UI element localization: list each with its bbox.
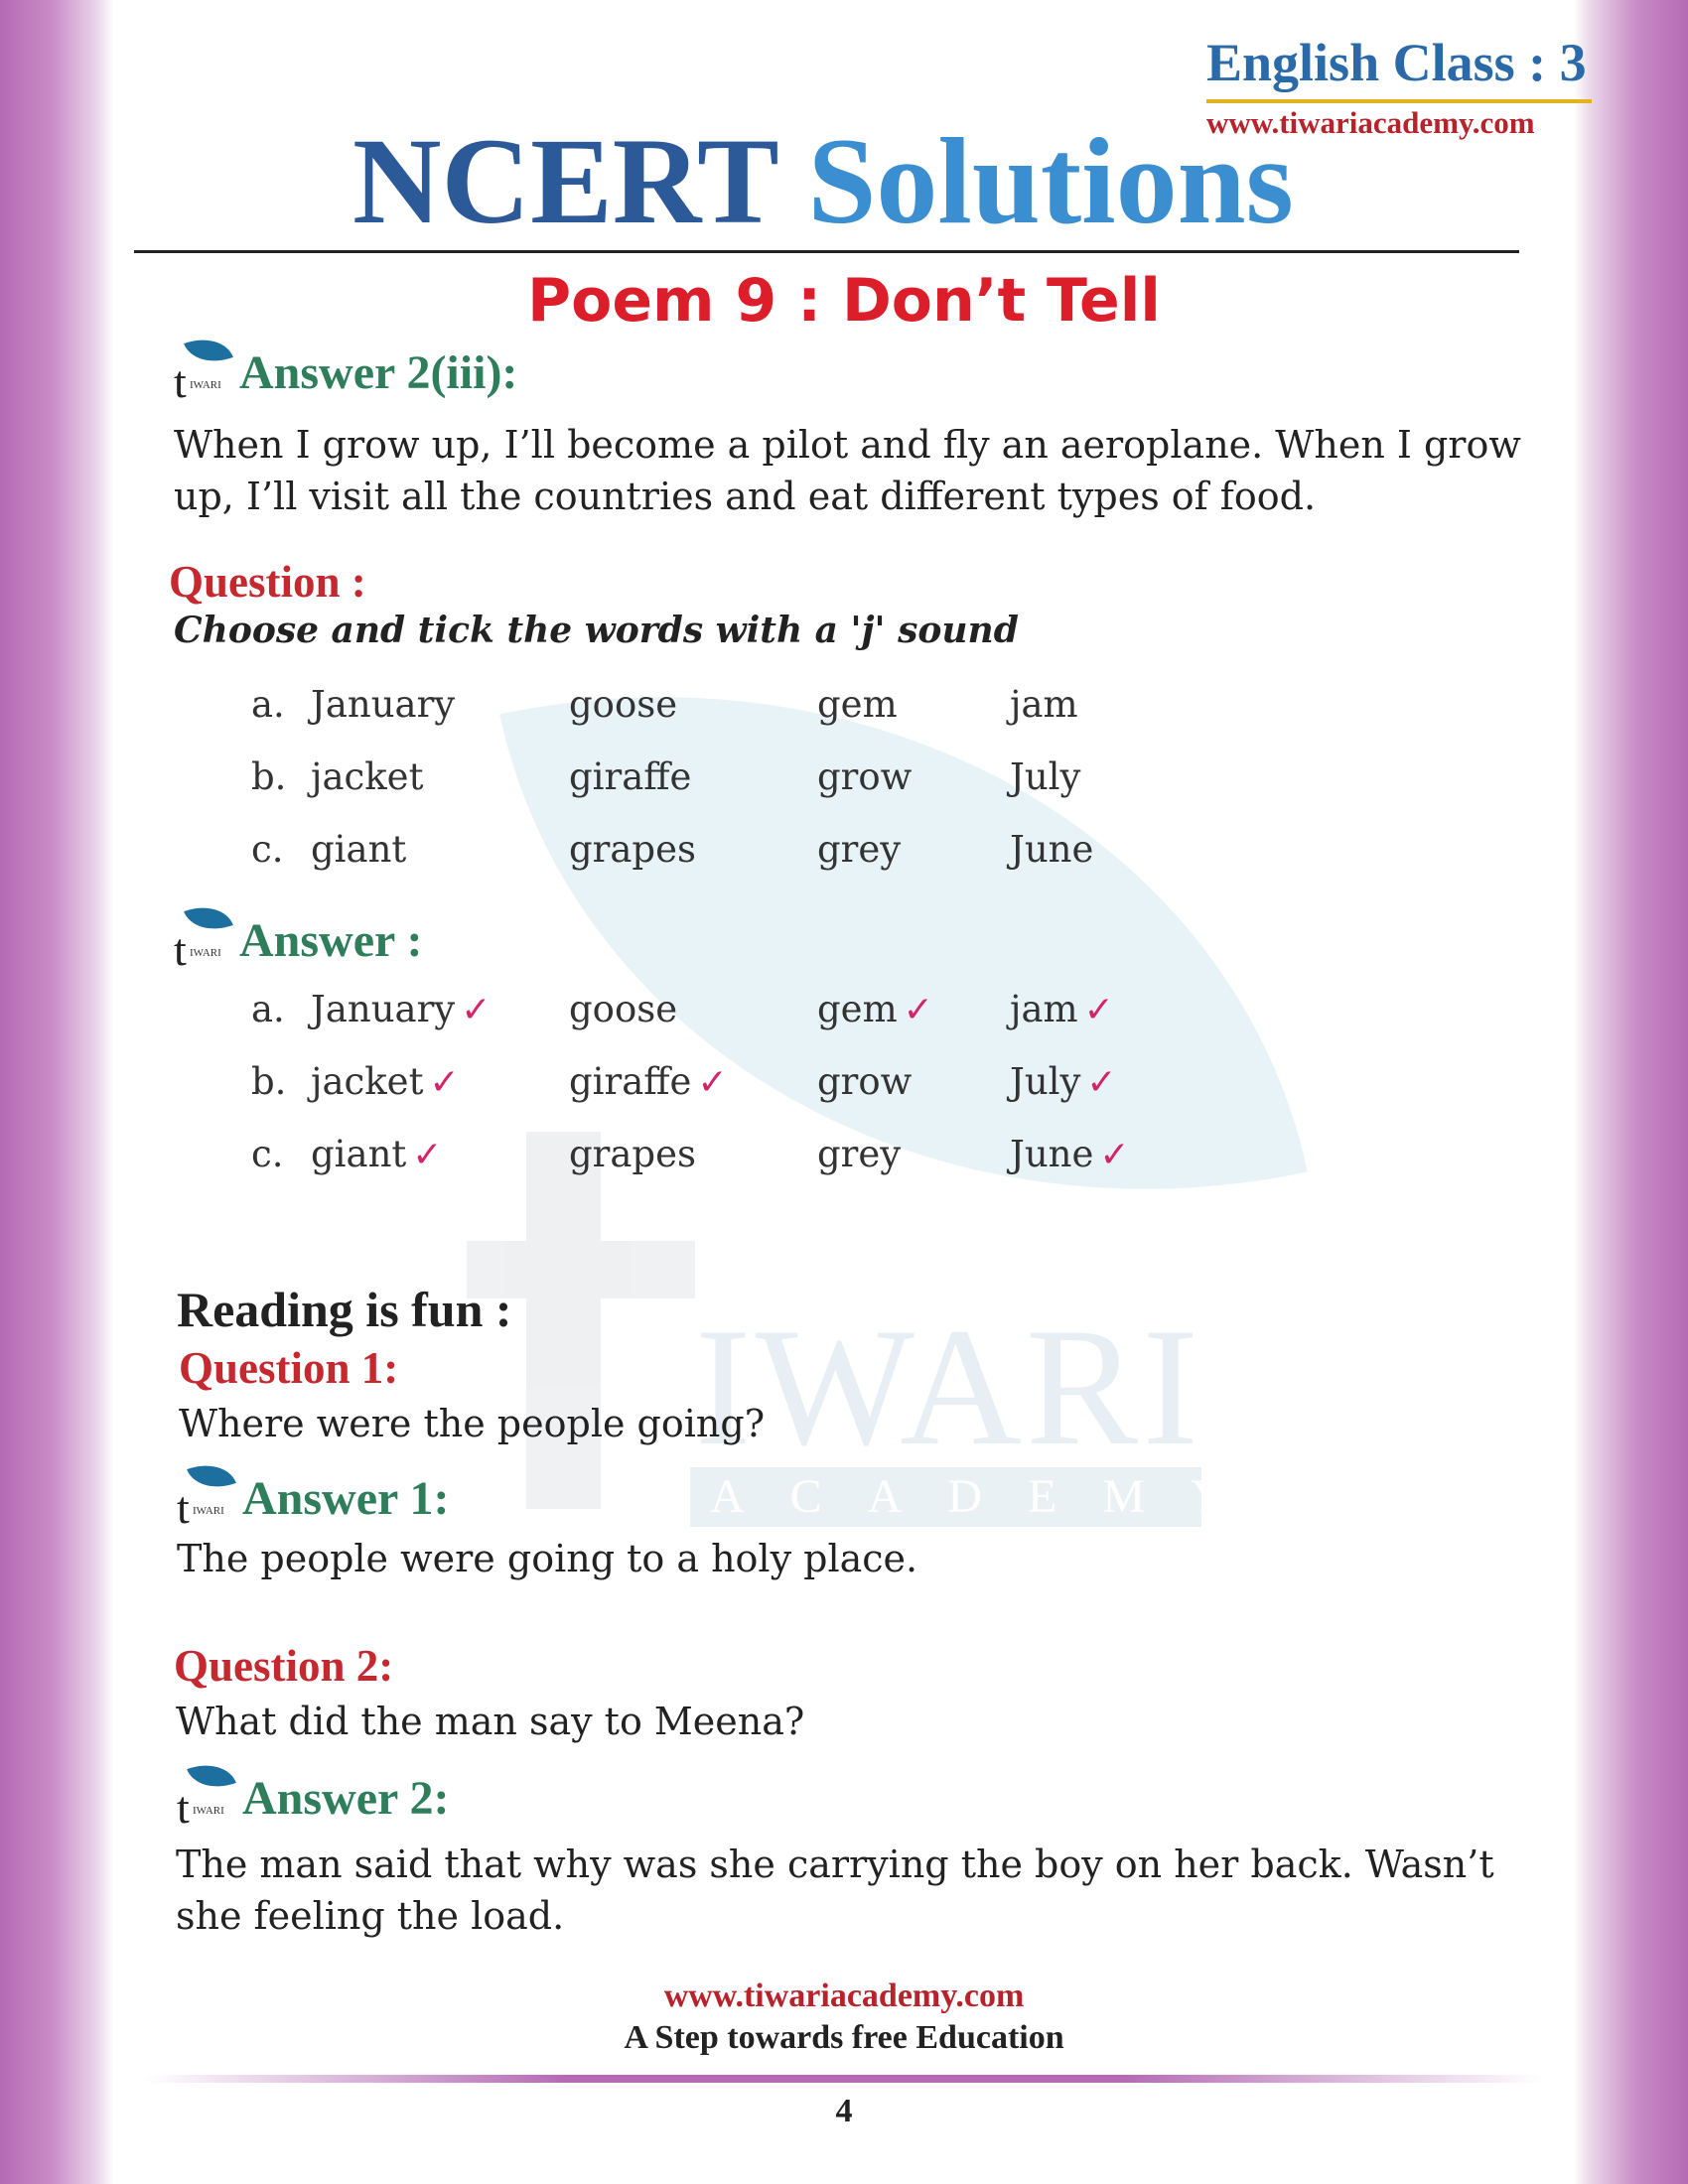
check-mark-icon: ✓ bbox=[412, 1135, 443, 1175]
row-letter: b. bbox=[251, 755, 287, 798]
word-row bbox=[251, 741, 1208, 813]
answer-word-text: giraffe bbox=[569, 1060, 692, 1103]
answer-word-text: gem bbox=[817, 988, 898, 1030]
question-word-table bbox=[251, 668, 1208, 886]
page-title bbox=[352, 113, 1294, 249]
check-mark-icon: ✓ bbox=[461, 990, 492, 1030]
answer-2-heading bbox=[177, 1761, 450, 1833]
answer-word bbox=[817, 973, 1010, 1045]
answer-word bbox=[569, 973, 817, 1045]
footer-tagline: A Step towards free Education bbox=[624, 2019, 1064, 2056]
poem-title: Poem 9 : Don’t Tell bbox=[527, 266, 1161, 336]
word-option: giraffe bbox=[569, 755, 692, 798]
question-2-label: Question 2: bbox=[174, 1641, 394, 1691]
answer-word-list bbox=[251, 973, 1208, 1190]
answer-word bbox=[1010, 1045, 1208, 1118]
question-label: Question : bbox=[169, 557, 366, 607]
check-mark-icon: ✓ bbox=[903, 990, 933, 1030]
answer-heading bbox=[174, 336, 518, 407]
answer-1-label: Answer 1: bbox=[242, 1472, 450, 1525]
word-option: goose bbox=[569, 683, 678, 726]
check-mark-icon: ✓ bbox=[429, 1062, 460, 1103]
word-option: June bbox=[1010, 828, 1094, 871]
answer-word bbox=[1010, 973, 1208, 1045]
answer-text: When I grow up, I’ll become a pilot and fly an aeroplane. When I grow up, I’ll visit all the countries and eat different types of food. bbox=[174, 423, 1521, 518]
word-option: jacket bbox=[311, 755, 424, 798]
answer-word-text: grow bbox=[817, 1060, 913, 1103]
answer-word-text: January bbox=[311, 988, 456, 1030]
answer-word bbox=[569, 1045, 817, 1118]
word-option: jam bbox=[1010, 683, 1078, 726]
check-mark-icon: ✓ bbox=[1083, 990, 1114, 1030]
question-1-label: Question 1: bbox=[179, 1343, 399, 1393]
answer-word bbox=[311, 1118, 569, 1190]
answer-word-text: goose bbox=[569, 988, 678, 1030]
answer-label: Answer : bbox=[239, 914, 423, 967]
word-row bbox=[251, 668, 1208, 741]
watermark-subtext: ACADEMY bbox=[690, 1467, 1201, 1527]
answer-word-text: jam bbox=[1010, 988, 1078, 1030]
check-mark-icon: ✓ bbox=[1086, 1062, 1117, 1103]
word-option: grow bbox=[817, 755, 913, 798]
answer-word-text: July bbox=[1010, 1060, 1081, 1103]
answer-heading bbox=[174, 903, 423, 975]
class-label: English Class : 3 bbox=[1206, 33, 1587, 92]
word-option: July bbox=[1010, 755, 1081, 798]
word-option: gem bbox=[817, 683, 898, 726]
tiwari-logo-icon: t IWARI bbox=[174, 336, 235, 397]
reading-heading: Reading is fun : bbox=[177, 1282, 512, 1337]
watermark-text: IWARI bbox=[695, 1294, 1202, 1480]
answer-word bbox=[311, 1045, 569, 1118]
answer-word-text: jacket bbox=[311, 1060, 424, 1103]
row-letter: b. bbox=[251, 1060, 287, 1103]
answer-word-row bbox=[251, 973, 1208, 1045]
answer-1-text: The people were going to a holy place. bbox=[177, 1537, 918, 1580]
answer-2-label: Answer 2: bbox=[242, 1772, 450, 1825]
title-divider bbox=[134, 250, 1519, 253]
answer-1-heading bbox=[177, 1461, 450, 1533]
answer-word-table bbox=[251, 973, 1208, 1190]
answer-word-text: grapes bbox=[569, 1133, 697, 1175]
check-mark-icon: ✓ bbox=[1099, 1135, 1130, 1175]
word-option: grapes bbox=[569, 828, 697, 871]
question-2-text: What did the man say to Meena? bbox=[176, 1700, 805, 1743]
answer-word bbox=[311, 973, 569, 1045]
answer-word-row bbox=[251, 1045, 1208, 1118]
header-underline bbox=[1206, 99, 1592, 103]
title-part-ncert: NCERT bbox=[352, 113, 777, 249]
word-option: giant bbox=[311, 828, 407, 871]
title-part-solutions: Solutions bbox=[807, 113, 1294, 249]
answer-word bbox=[817, 1045, 1010, 1118]
answer-word bbox=[569, 1118, 817, 1190]
word-row bbox=[251, 813, 1208, 886]
tiwari-logo-icon: t IWARI bbox=[177, 1761, 238, 1823]
page-number: 4 bbox=[835, 2093, 853, 2129]
answer-word bbox=[817, 1118, 1010, 1190]
header-website-link[interactable]: www.tiwariacademy.com bbox=[1206, 105, 1535, 140]
row-letter: a. bbox=[251, 683, 285, 726]
answer-2-text: The man said that why was she carrying the boy on her back. Wasn’t she feeling the load. bbox=[176, 1843, 1494, 1938]
tiwari-logo-icon: t IWARI bbox=[174, 903, 235, 965]
word-list bbox=[251, 668, 1208, 886]
answer-word bbox=[1010, 1118, 1208, 1190]
footer-website-link[interactable]: www.tiwariacademy.com bbox=[663, 1978, 1025, 2014]
word-option: grey bbox=[817, 828, 902, 871]
row-letter: c. bbox=[251, 1133, 284, 1175]
tiwari-logo-icon: t IWARI bbox=[177, 1461, 238, 1523]
answer-word-text: June bbox=[1010, 1133, 1094, 1175]
answer-word-text: giant bbox=[311, 1133, 407, 1175]
word-option: January bbox=[311, 683, 456, 726]
check-mark-icon: ✓ bbox=[697, 1062, 728, 1103]
row-letter: c. bbox=[251, 828, 284, 871]
answer-word-row bbox=[251, 1118, 1208, 1190]
row-letter: a. bbox=[251, 988, 285, 1030]
question-instruction: Choose and tick the words with a 'j' sound bbox=[174, 610, 1019, 651]
answer-label: Answer 2(iii): bbox=[239, 346, 518, 399]
question-1-text: Where were the people going? bbox=[179, 1402, 766, 1445]
answer-word-text: grey bbox=[817, 1133, 902, 1175]
footer-divider bbox=[144, 2075, 1544, 2083]
